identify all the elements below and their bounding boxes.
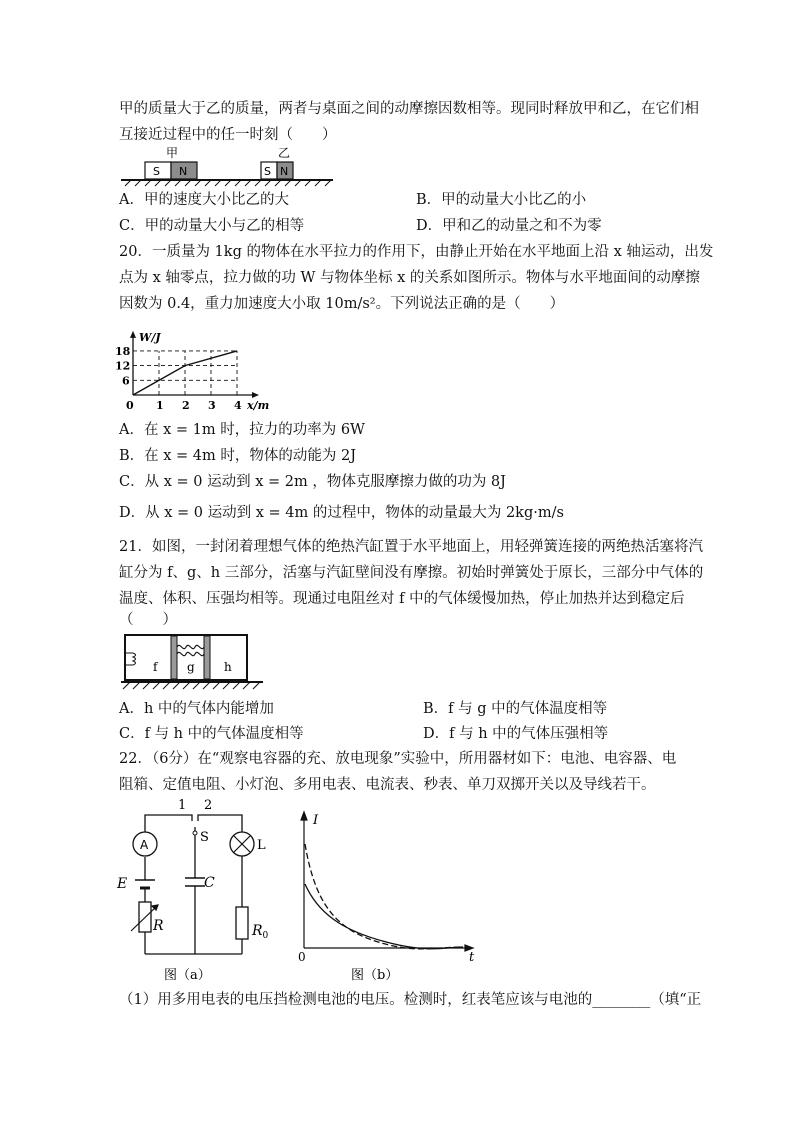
resistor-label: $R_0$ [252,923,269,941]
q21-option-a[interactable]: A．h 中的气体内能增加 [119,701,274,717]
y-axis-label: W/J [139,330,161,344]
lamp-label: L [257,838,266,853]
q22-stem-line2: 阻箱、定值电阻、小灯泡、多用电表、电流表、秒表、单刀双掷开关以及导线若干。 [119,777,656,793]
piston-left [171,636,177,679]
resistor-symbol [236,907,248,939]
floor-hatch [123,682,260,689]
pole-s-yi: S [264,165,271,178]
x-tick-label: 0 [126,399,134,412]
capacitor-label: C [204,875,215,891]
q20-option-c[interactable]: C．从 x = 0 运动到 x = 2m ，物体克服摩擦力做的功为 8J [119,474,506,490]
current-time-graph [295,808,485,986]
q21-stem-line1: 21．如图，一封闭着理想气体的绝热汽缸置于水平地面上，用轻弹簧连接的两绝热活塞将汽 [119,539,703,555]
cylinder-figure [121,633,265,693]
ammeter-label: A [140,838,149,852]
magnets-figure [121,146,335,188]
battery-label: E [117,876,128,892]
q19-option-d[interactable]: D．甲和乙的动量之和不为零 [416,218,602,234]
switch-pos-2: 2 [204,798,213,813]
y-tick-label: 6 [122,374,130,388]
q20-option-b[interactable]: B．在 x = 4m 时，物体的动能为 2J [119,448,357,464]
q20-option-a[interactable]: A．在 x = 1m 时，拉力的功率为 6W [119,422,365,438]
q20-stem-line2: 点为 x 轴零点，拉力做的功 W 与物体坐标 x 的关系如图所示。物体与水平地面间的动摩擦 [119,270,700,286]
piston-right [204,636,210,679]
q22-stem-line1: 22．（6分）在“观察电容器的充、放电现象”实验中，所用器材如下：电池、电容器、电 [119,751,677,767]
circuit-figure-a [112,797,282,987]
label-yi: 乙 [278,146,291,160]
q20-option-d[interactable]: D．从 x = 0 运动到 x = 4m 的过程中，物体的动量最大为 2kg·m/s [119,505,564,521]
q21-stem-line3: 温度、体积、压强均相等。现通过电阻丝对 f 中的气体缓慢加热，停止加热并达到稳定后 [119,591,685,607]
figure-a-caption: 图（a） [164,968,211,983]
graph-b-xlabel: t [469,950,475,965]
lamp-symbol [230,832,254,856]
q20-stem-line1: 20．一质量为 1kg 的物体在水平拉力的作用下，由静止开始在水平地面上沿 x 轴运动，出发 [119,244,714,260]
solid-discharge-curve [305,884,463,949]
q19-stem-line2: 互接近过程中的任一时刻（ ） [119,127,337,143]
pole-n-yi: N [280,165,289,178]
graph-b-ylabel: I [313,813,319,828]
q19-option-a[interactable]: A．甲的速度大小比乙的大 [119,192,289,208]
pole-s-jia: S [153,165,160,178]
work-displacement-chart [115,313,285,418]
switch-label: S [200,830,209,845]
q21-stem-line4: （ ） [119,612,177,628]
y-tick-label: 12 [115,359,131,373]
q21-stem-line2: 缸分为 f、g、h 三部分，活塞与汽缸壁间没有摩擦。初始时弹簧处于原长，三部分中气体的 [119,565,704,581]
q21-option-c[interactable]: C．f 与 h 中的气体温度相等 [119,726,304,742]
x-tick-label: 3 [208,399,216,412]
q21-option-d[interactable]: D．f 与 h 中的气体压强相等 [423,726,609,742]
q20-stem-line3: 因数为 0.4，重力加速度大小取 10m/s²。下列说法正确的是（ ） [119,296,565,312]
battery-symbol [135,880,155,888]
pole-n-jia: N [179,165,188,178]
x-tick-label: 1 [156,399,164,412]
y-tick-label: 18 [115,344,131,358]
x-tick-label: 4 [234,399,242,412]
q19-stem-line1: 甲的质量大于乙的质量，两者与桌面之间的动摩擦因数相等。现同时释放甲和乙，在它们相 [119,101,699,117]
q19-option-c[interactable]: C．甲的动量大小与乙的相等 [119,218,305,234]
switch-s [193,827,197,835]
capacitor-symbol [185,878,205,886]
section-h: h [224,660,232,674]
dashed-discharge-curve [305,844,463,949]
q21-option-b[interactable]: B．f 与 g 中的气体温度相等 [423,701,608,717]
section-f: f [153,660,158,674]
label-jia: 甲 [166,146,179,160]
q19-option-b[interactable]: B．甲的动量大小比乙的小 [416,192,587,208]
figure-b-caption: 图（b） [351,968,399,983]
x-tick-label: 2 [182,399,190,412]
x-axis-label: x/m [247,399,270,412]
x-axis-arrow [252,392,259,398]
section-g: g [187,660,195,674]
graph-b-origin: 0 [298,950,306,964]
rheostat-label: R [153,918,164,934]
q22-sub1: （1）用多用电表的电压挡检测电池的电压。检测时，红表笔应该与电池的________（填“正 [119,992,702,1008]
y-axis-arrow [130,331,136,338]
switch-pos-1: 1 [178,798,187,813]
